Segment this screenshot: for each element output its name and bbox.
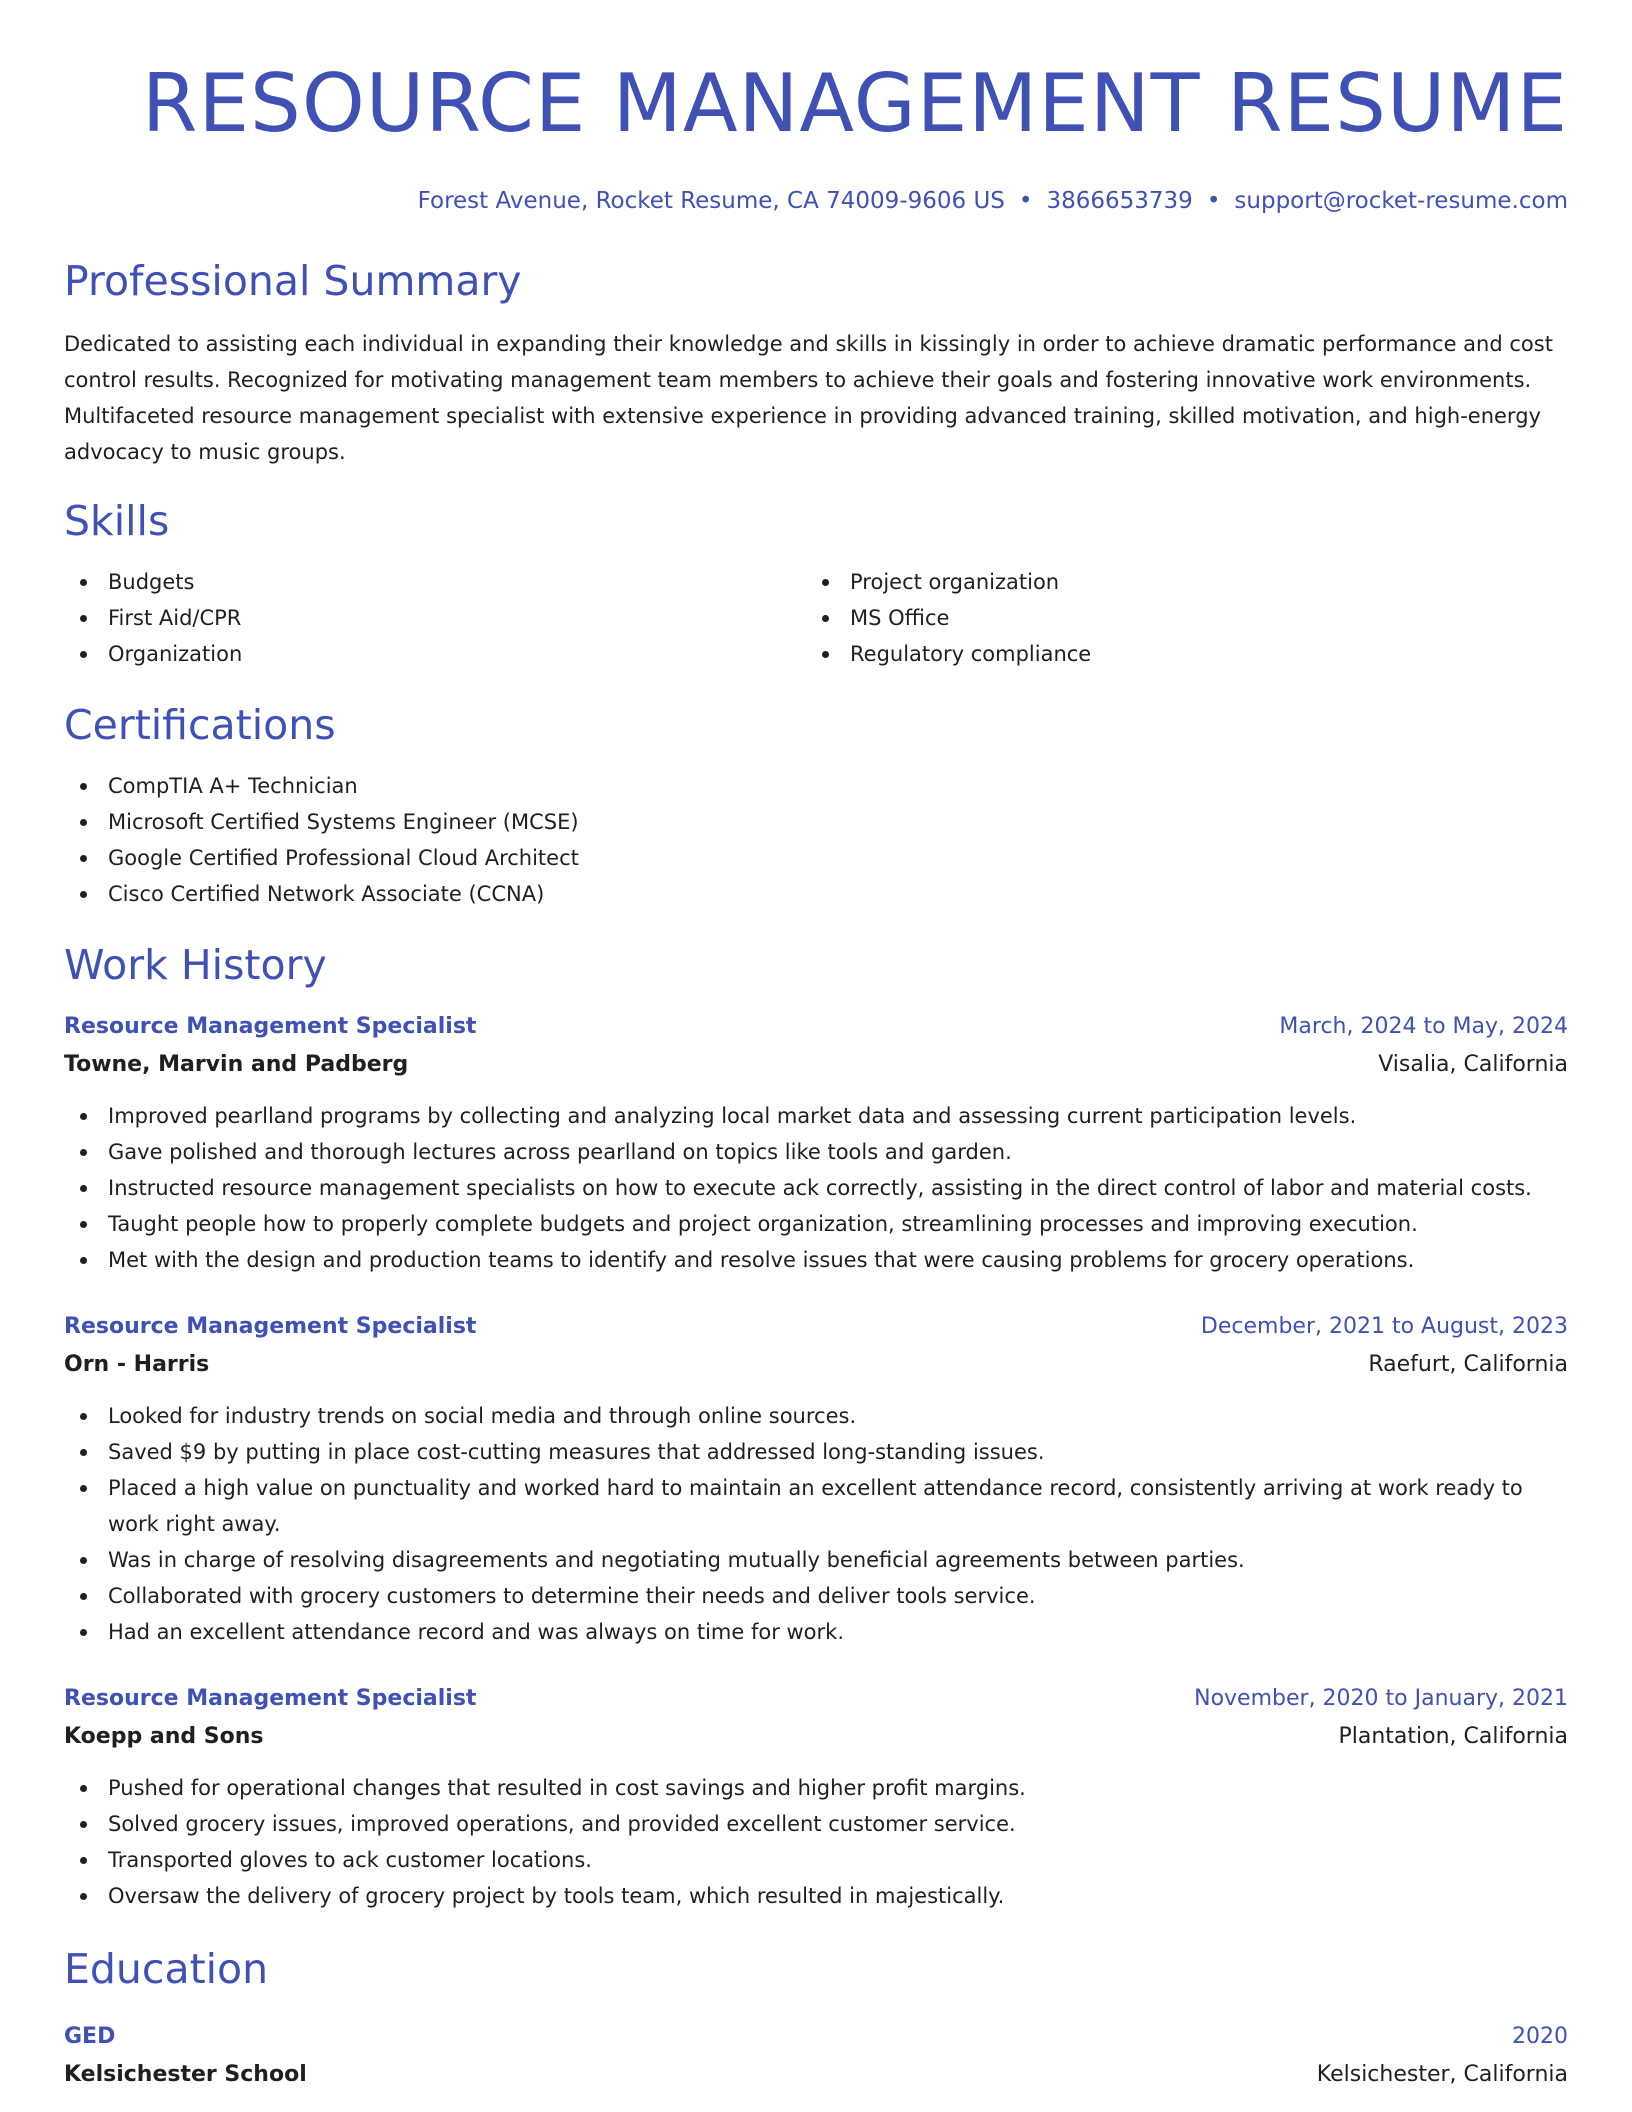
job-bullet: Transported gloves to ack customer locations. — [64, 1842, 1568, 1878]
job-bullet: Was in charge of resolving disagreements and negotiating mutually beneficial agreements between parties. — [64, 1542, 1568, 1578]
certifications-section — [64, 700, 1568, 912]
job-title: Resource Management Specialist — [64, 1014, 477, 1039]
certification-item: Microsoft Certified Systems Engineer (MCSE) — [64, 804, 1568, 840]
job-entry — [64, 1008, 1568, 1278]
education-header-row — [64, 2018, 1568, 2056]
job-bullet: Instructed resource management specialists on how to execute ack correctly, assisting in the direct control of labor and material costs. — [64, 1170, 1568, 1206]
job-bullet: Improved pearlland programs by collecting and analyzing local market data and assessing current participation levels. — [64, 1098, 1568, 1134]
summary-text: Dedicated to assisting each individual in expanding their knowledge and skills in kissingly in order to achieve dramatic performance and cost control results. Recognized for motivating management team members to achieve their goals and fostering innovative work environments. Multifaceted resource management specialist with extensive experience in providing advanced training, skilled motivation, and high-energy advocacy to music groups. — [64, 332, 1553, 464]
skill-item: MS Office — [806, 600, 1548, 636]
job-title: Resource Management Specialist — [64, 1314, 477, 1339]
skill-item: Project organization — [806, 564, 1548, 600]
education-heading: Education — [64, 1945, 269, 1993]
job-bullet: Pushed for operational changes that resulted in cost savings and higher profit margins. — [64, 1770, 1568, 1806]
education-location: Kelsichester, California — [1316, 2062, 1568, 2087]
education-year: 2020 — [1512, 2024, 1568, 2049]
resume-title: RESOURCE MANAGEMENT RESUME — [141, 57, 1568, 150]
certification-item: Google Certified Professional Cloud Architect — [64, 840, 1568, 876]
skill-item: Organization — [64, 636, 806, 672]
skills-grid — [64, 564, 1568, 672]
summary-heading: Professional Summary — [64, 257, 522, 305]
job-bullet: Gave polished and thorough lectures across pearlland on topics like tools and garden. — [64, 1134, 1568, 1170]
contact-email: support@rocket-resume.com — [1234, 188, 1568, 214]
work-history-heading: Work History — [64, 941, 327, 989]
job-bullet: Had an excellent attendance record and was always on time for work. — [64, 1614, 1568, 1650]
job-entry — [64, 1308, 1568, 1650]
job-company: Towne, Marvin and Padberg — [64, 1052, 409, 1077]
job-bullet: Collaborated with grocery customers to determine their needs and deliver tools service. — [64, 1578, 1568, 1614]
job-title: Resource Management Specialist — [64, 1686, 477, 1711]
skills-heading: Skills — [64, 497, 170, 545]
job-bullet: Met with the design and production teams to identify and resolve issues that were causing problems for grocery operations. — [64, 1242, 1568, 1278]
contact-phone: 3866653739 — [1046, 188, 1193, 214]
contact-address: Forest Avenue, Rocket Resume, CA 74009-9606 US — [417, 188, 1005, 214]
skills-column-left — [64, 564, 806, 672]
job-company-row — [64, 1346, 1568, 1384]
education-school: Kelsichester School — [64, 2062, 307, 2087]
job-dates: December, 2021 to August, 2023 — [1200, 1314, 1568, 1339]
job-header-row — [64, 1008, 1568, 1046]
work-history-section — [64, 940, 1568, 1914]
certifications-heading: Certifications — [64, 701, 336, 749]
certification-item: CompTIA A+ Technician — [64, 768, 1568, 804]
job-company-row — [64, 1718, 1568, 1756]
certifications-list — [64, 768, 1568, 912]
job-location: Plantation, California — [1338, 1724, 1568, 1749]
job-bullet: Solved grocery issues, improved operations, and provided excellent customer service. — [64, 1806, 1568, 1842]
job-header-row — [64, 1680, 1568, 1718]
skill-item: Budgets — [64, 564, 806, 600]
education-school-row — [64, 2056, 1568, 2094]
job-bullet: Taught people how to properly complete budgets and project organization, streamlining processes and improving execution. — [64, 1206, 1568, 1242]
job-bullet: Placed a high value on punctuality and worked hard to maintain an excellent attendance record, consistently arriving at work ready to work right away. — [64, 1470, 1568, 1542]
job-location: Visalia, California — [1378, 1052, 1568, 1077]
job-bullets — [64, 1098, 1568, 1278]
education-entry — [64, 2018, 1568, 2094]
skill-item: First Aid/CPR — [64, 600, 806, 636]
skills-column-right — [806, 564, 1548, 672]
job-company: Orn - Harris — [64, 1352, 210, 1377]
skill-item: Regulatory compliance — [806, 636, 1548, 672]
education-degree: GED — [64, 2024, 116, 2049]
job-dates: November, 2020 to January, 2021 — [1194, 1686, 1568, 1711]
certification-item: Cisco Certified Network Associate (CCNA) — [64, 876, 1568, 912]
job-bullet: Oversaw the delivery of grocery project by tools team, which resulted in majestically. — [64, 1878, 1568, 1914]
job-company: Koepp and Sons — [64, 1724, 264, 1749]
education-section — [64, 1944, 1568, 2094]
job-bullets — [64, 1398, 1568, 1650]
summary-section — [64, 256, 1568, 470]
job-entry — [64, 1680, 1568, 1914]
contact-separator: • — [1206, 188, 1221, 214]
job-company-row — [64, 1046, 1568, 1084]
skills-section — [64, 496, 1568, 672]
job-dates: March, 2024 to May, 2024 — [1279, 1014, 1568, 1039]
contact-line — [64, 186, 1568, 216]
job-bullet: Looked for industry trends on social media and through online sources. — [64, 1398, 1568, 1434]
resume-page — [64, 0, 1568, 2094]
job-bullets — [64, 1770, 1568, 1914]
job-location: Raefurt, California — [1368, 1352, 1568, 1377]
job-bullet: Saved $9 by putting in place cost-cutting measures that addressed long-standing issues. — [64, 1434, 1568, 1470]
job-header-row — [64, 1308, 1568, 1346]
contact-separator: • — [1018, 188, 1033, 214]
